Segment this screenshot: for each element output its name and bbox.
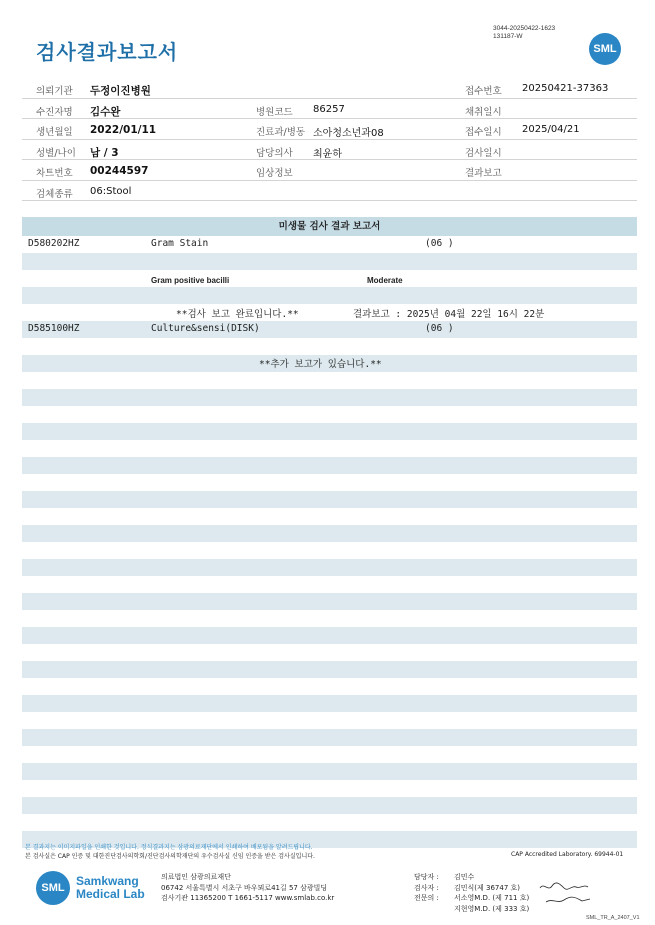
value-birth-date: 2022/01/11 xyxy=(90,124,157,136)
stripe-row xyxy=(22,389,637,406)
label-result-report: 결과보고 xyxy=(465,168,502,179)
finding-level: Moderate xyxy=(367,276,403,285)
stripe-row xyxy=(22,627,637,644)
staff-row xyxy=(414,883,529,894)
sml-logo-circle: SML xyxy=(36,871,70,905)
staff-row xyxy=(414,904,529,915)
specimen-code: (06 ) xyxy=(425,238,454,249)
label-collection-date: 채취일시 xyxy=(465,106,502,118)
label-department: 진료과/병동 xyxy=(256,127,306,138)
stripe-row xyxy=(22,287,637,304)
finding-organism: Gram positive bacilli xyxy=(151,276,230,285)
label-doctor: 담당의사 xyxy=(256,147,293,159)
staff-role xyxy=(414,904,454,915)
staff-name: 김민수 xyxy=(454,873,475,881)
signature-image xyxy=(538,880,598,906)
label-test-date: 검사일시 xyxy=(465,147,502,159)
label-hospital-code: 병원코드 xyxy=(256,106,293,118)
label-specimen-type: 검체종류 xyxy=(36,188,73,200)
lab-name-line1: Samkwang xyxy=(76,874,139,888)
report-complete-note: **검사 보고 완료입니다.** xyxy=(176,309,299,320)
info-row xyxy=(22,160,637,181)
stripe-row xyxy=(22,525,637,542)
stripe-row xyxy=(22,763,637,780)
label-birth-date: 생년월일 xyxy=(36,127,73,138)
lab-org-name: 의료법인 삼광의료재단 xyxy=(161,873,231,881)
lab-name xyxy=(76,875,145,901)
patient-info-table xyxy=(22,78,637,201)
test-code: D580202HZ xyxy=(28,238,80,249)
stripe-row xyxy=(22,253,637,270)
cap-accreditation: CAP Accredited Laboratory. 69944-01 xyxy=(511,851,624,858)
staff-row xyxy=(414,893,529,904)
document-id xyxy=(493,25,555,41)
image-print-notice: 본 결과지는 이미지파일을 인쇄한 것입니다. 정식결과지는 삼광의료재단에서 인쇄하여 배포됨을 알려드립니다. xyxy=(25,844,313,851)
test-name: Culture&sensi(DISK) xyxy=(151,323,260,334)
value-requesting-hospital: 두정이진병원 xyxy=(90,85,151,97)
report-timestamp: 결과보고 : 2025년 04월 22일 16시 22분 xyxy=(353,309,545,320)
stripe-row xyxy=(22,491,637,508)
info-row xyxy=(22,78,637,99)
results-header: 미생물 검사 결과 보고서 xyxy=(22,217,637,236)
info-row xyxy=(22,99,637,120)
staff-role: 검사자 : xyxy=(414,883,439,892)
stripe-row xyxy=(22,729,637,746)
stripe-row xyxy=(22,593,637,610)
form-code: SML_TR_A_2407_V1 xyxy=(586,915,640,921)
staff-name: 서소영M.D. (제 711 호) xyxy=(454,894,530,902)
value-patient-name: 김수완 xyxy=(90,105,121,118)
lab-contact: 검사기관 11365200 T 1661-5117 www.smlab.co.kr xyxy=(161,894,335,902)
test-code: D585100HZ xyxy=(28,323,80,334)
stripe-row xyxy=(22,797,637,814)
staff-row xyxy=(414,872,529,883)
label-patient-name: 수진자명 xyxy=(36,106,73,118)
stripe-row xyxy=(22,457,637,474)
staff-role: 담당자 : xyxy=(414,873,439,881)
label-chart-number: 차트번호 xyxy=(36,168,73,179)
info-row xyxy=(22,140,637,161)
staff-role: 전문의 : xyxy=(414,894,439,902)
pending-report-note: **추가 보고가 있습니다.** xyxy=(259,359,382,370)
label-sex-age: 성별/나이 xyxy=(36,147,76,159)
stripe-row xyxy=(22,695,637,712)
document-id-line1: 3044-20250422-1623 xyxy=(493,25,556,32)
lab-name-line2: Medical Lab xyxy=(76,887,145,901)
label-receipt-number: 접수번호 xyxy=(465,86,502,97)
value-hospital-code: 86257 xyxy=(313,103,345,115)
staff-name: 지현영M.D. (제 333 호) xyxy=(454,904,530,913)
value-sex-age: 남 / 3 xyxy=(90,146,119,159)
value-receipt-date: 2025/04/21 xyxy=(522,124,580,135)
specimen-code: (06 ) xyxy=(425,323,454,334)
label-requesting-hospital: 의뢰기관 xyxy=(36,86,73,97)
value-chart-number: 00244597 xyxy=(90,165,149,177)
stripe-row xyxy=(22,321,637,338)
footer-logo xyxy=(36,871,145,905)
value-specimen-type: 06:Stool xyxy=(90,185,132,197)
info-row xyxy=(22,181,637,202)
stripe-row xyxy=(22,661,637,678)
info-row xyxy=(22,119,637,140)
value-doctor: 최윤하 xyxy=(313,148,342,160)
lab-street-address: 06742 서울특별시 서초구 바우뫼로41길 57 삼광빌딩 xyxy=(161,883,328,892)
stripe-row xyxy=(22,423,637,440)
document-id-line2: 131187-W xyxy=(493,33,523,40)
staff-name: 김민식(제 36747 호) xyxy=(454,883,520,892)
staff-list xyxy=(414,872,529,914)
label-receipt-date: 접수일시 xyxy=(465,127,502,138)
value-department: 소아청소년과08 xyxy=(313,128,384,139)
test-name: Gram Stain xyxy=(151,238,209,249)
lab-address xyxy=(161,872,334,904)
sml-logo: SML xyxy=(589,33,621,65)
page-title: 검사결과보고서 xyxy=(36,40,179,64)
label-clinical-info: 임상정보 xyxy=(256,168,293,179)
value-receipt-number: 20250421-37363 xyxy=(522,83,609,94)
stripe-row xyxy=(22,559,637,576)
certification-notice: 본 검사실은 CAP 인증 및 대한진단검사의학회/진단검사의학재단의 우수검사실 신임 인증을 받은 검사실입니다. xyxy=(25,853,315,860)
